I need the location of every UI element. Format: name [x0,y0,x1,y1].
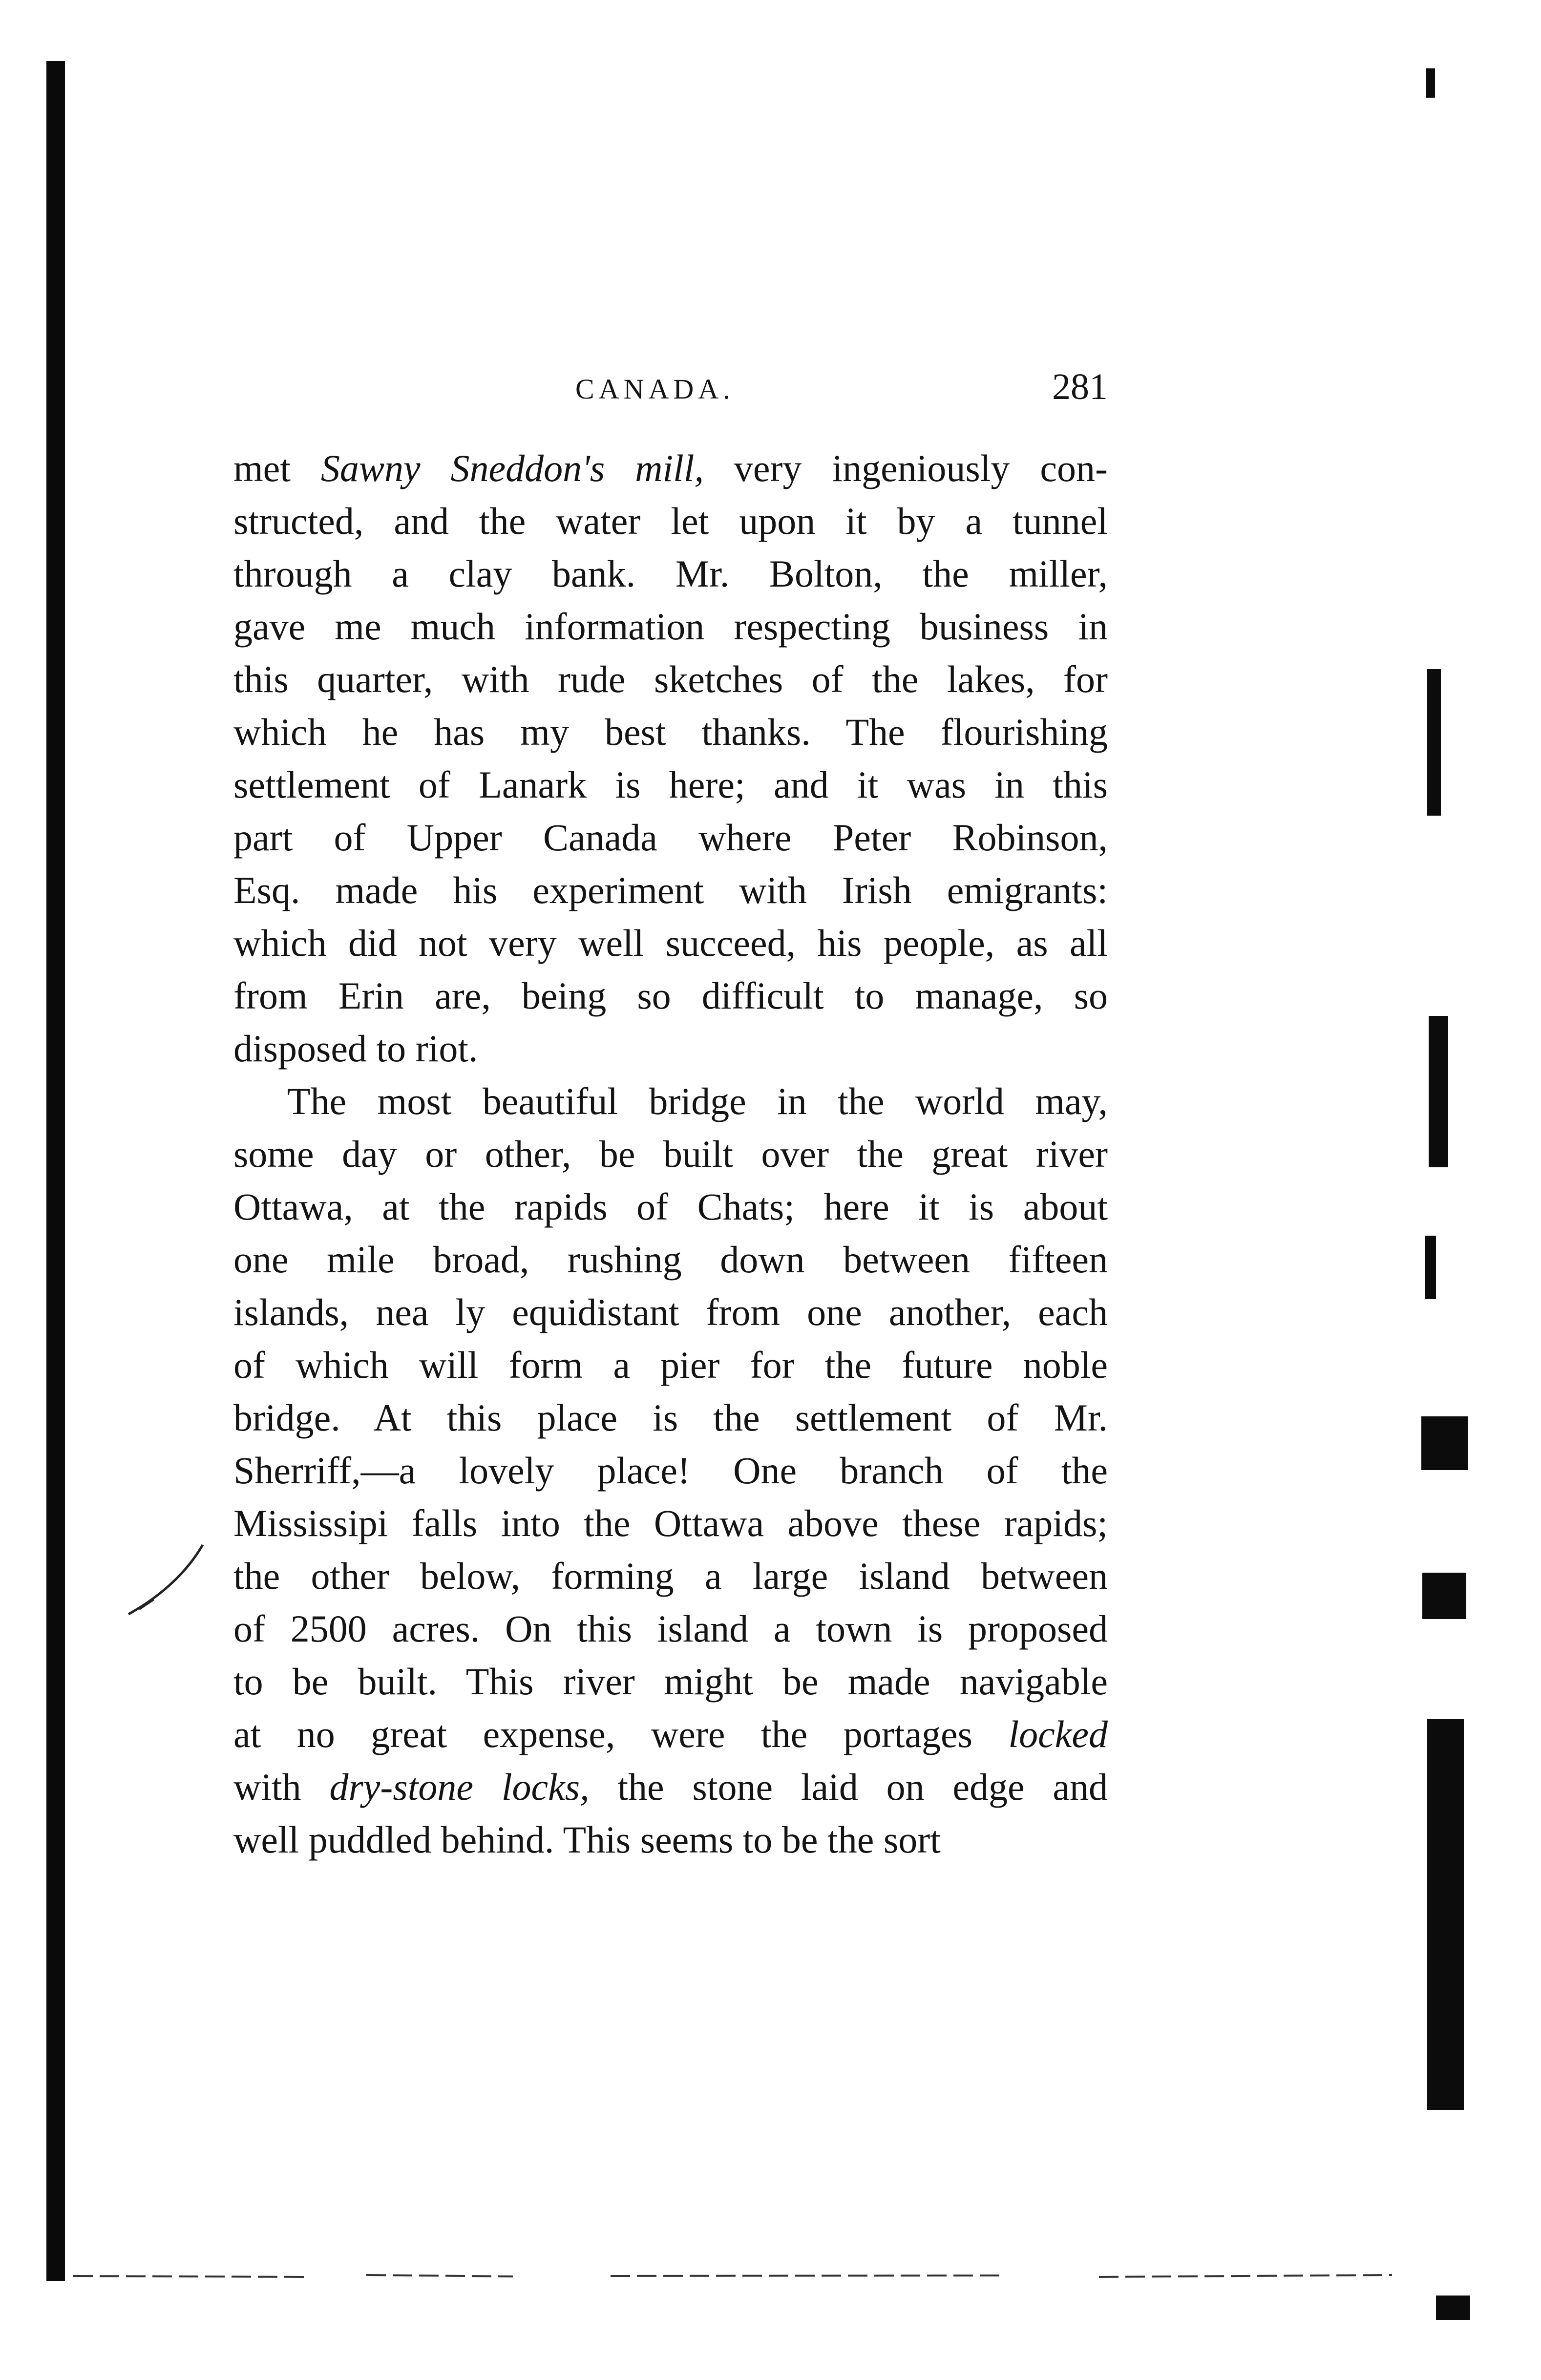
text-line [233,1813,1108,1866]
text-run: to be built. This river might be made navigable [233,1660,1108,1703]
pencil-margin-mark [125,1541,205,1619]
text-run: which did not very well succeed, his people, as all [233,922,1108,964]
text-run: Ottawa, at the rapids of Chats; here it is about [233,1185,1108,1228]
text-line [233,1022,1108,1075]
text-run: of 2500 acres. On this island a town is proposed [233,1607,1108,1650]
text-line [233,653,1108,706]
text-run: Sawny Sneddon's mill, [320,447,704,489]
text-run: bridge. At this place is the settlement of Mr. [233,1396,1108,1439]
text-line [233,1286,1108,1339]
text-line [233,442,1108,495]
text-run: gave me much information respecting business in [233,605,1108,648]
text-line [233,1444,1108,1497]
text-line [233,1339,1108,1391]
text-run: settlement of Lanark is here; and it was in this [233,763,1108,806]
text-line [233,1550,1108,1602]
text-line [233,1708,1108,1761]
text-line [233,1391,1108,1444]
text-line [233,1761,1108,1813]
text-run: Esq. made his experiment with Irish emigrants: [233,869,1108,911]
text-line [233,1233,1108,1286]
text-run: part of Upper Canada where Peter Robinson, [233,816,1108,859]
text-line [233,864,1108,917]
text-run: from Erin are, being so difficult to manage, so [233,974,1108,1017]
text-line [233,1075,1108,1128]
text-run: islands, nea ly equidistant from one another, each [233,1291,1108,1333]
text-run: the other below, forming a large island between [233,1555,1108,1597]
scan-binding-shadow [46,61,65,2281]
text-run: very ingeniously con- [703,447,1108,489]
text-run: some day or other, be built over the great river [233,1133,1108,1175]
text-run: the stone laid on edge and [589,1766,1108,1808]
text-run: Sherriff,—a lovely place! One branch of the [233,1449,1108,1492]
text-line [233,917,1108,969]
text-run: Mississipi falls into the Ottawa above these rapids; [233,1502,1108,1544]
scan-bottom-edge [73,2266,1441,2286]
text-line [233,600,1108,653]
text-line [233,706,1108,758]
text-run: which he has my best thanks. The flourishing [233,711,1108,753]
text-run: this quarter, with rude sketches of the lakes, for [233,658,1108,700]
text-run: through a clay bank. Mr. Bolton, the miller, [233,552,1108,595]
text-run: structed, and the water let upon it by a tunnel [233,500,1108,542]
text-line [233,969,1108,1022]
text-run: disposed to riot. [233,1027,478,1070]
text-run: dry-stone locks, [329,1766,590,1808]
text-run: locked [1008,1713,1108,1755]
scan-edge-artifacts [1416,68,1475,2335]
text-line [233,495,1108,548]
text-run: with [233,1766,330,1808]
text-run: one mile broad, rushing down between fifteen [233,1238,1108,1281]
body-text [233,442,1108,1866]
text-run: of which will form a pier for the future noble [233,1344,1108,1386]
text-line [233,758,1108,811]
text-line [233,548,1108,600]
page-header [233,364,1108,418]
text-run: met [233,447,321,489]
text-run: at no great expense, were the portages [233,1713,1009,1755]
text-line [233,811,1108,864]
page-number: 281 [1052,366,1108,407]
text-line [233,1497,1108,1550]
text-line [233,1180,1108,1233]
running-head: CANADA. [575,373,735,405]
text-line [233,1655,1108,1708]
text-line [233,1128,1108,1180]
text-run: well puddled behind. This seems to be the sort [233,1818,941,1861]
text-line [233,1602,1108,1655]
text-run: The most beautiful bridge in the world may, [287,1080,1108,1122]
